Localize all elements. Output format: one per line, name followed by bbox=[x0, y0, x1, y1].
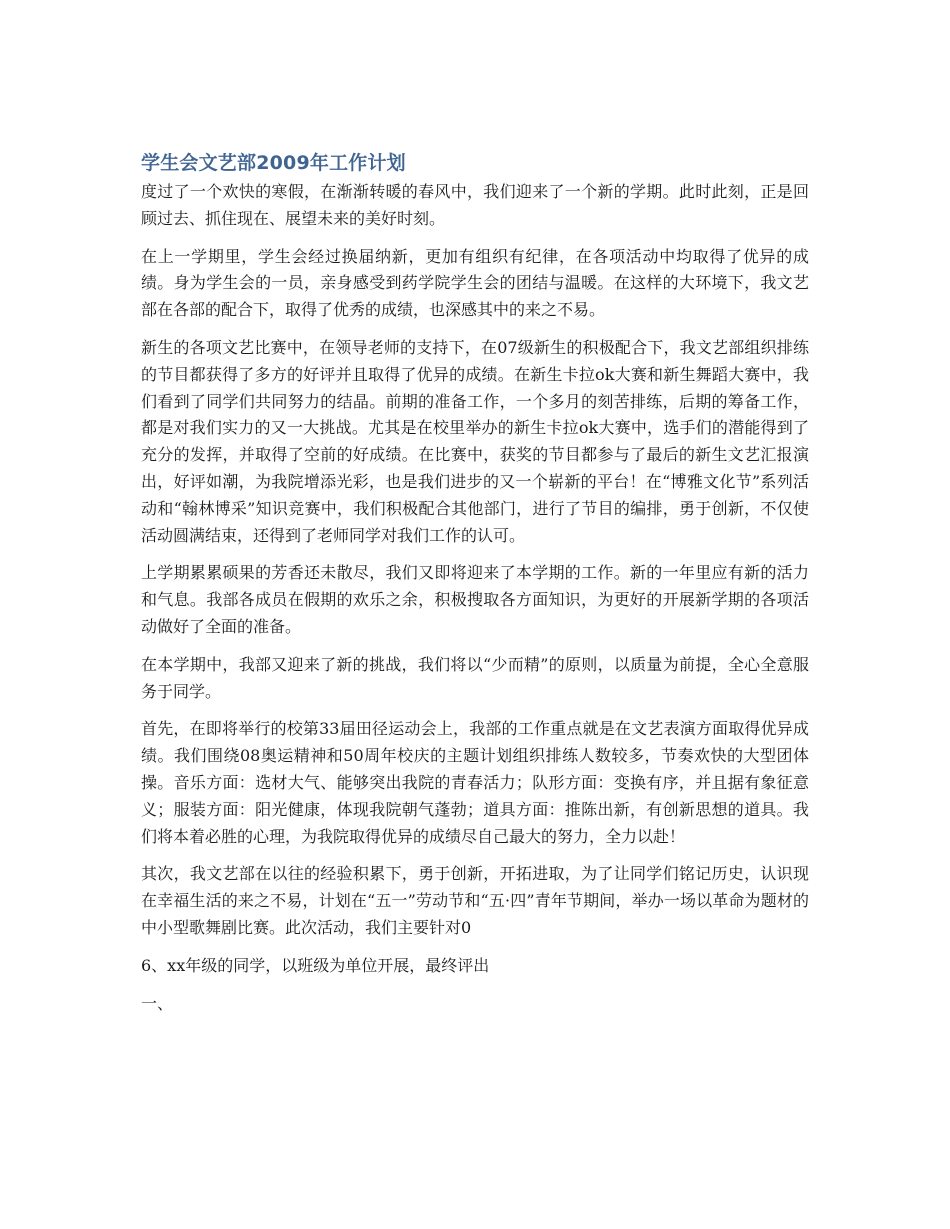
paragraph-list-start: 一、 bbox=[141, 993, 174, 1013]
paragraph-principle: 在本学期中，我部又迎来了新的挑战，我们将以“少而精”的原则，以质量为前提，全心全意服务于同学。 bbox=[141, 654, 809, 701]
paragraph-intro: 度过了一个欢快的寒假，在渐渐转暖的春风中，我们迎来了一个新的学期。此时此刻，正是回顾过去、抓住现在、展望未来的美好时刻。 bbox=[141, 182, 809, 228]
paragraph-new-semester: 上学期累累硕果的芳香还未散尽，我们又即将迎来了本学期的工作。新的一年里应有新的活力和气息。我部各成员在假期的欢乐之余，积极搜取各方面知识，为更好的开展新学期的各项活动做好了全面的准备。 bbox=[141, 563, 809, 636]
paragraph-sports-meet: 首先，在即将举行的校第33届田径运动会上，我部的工作重点就是在文艺表演方面取得优异成绩。我们围绕08奥运精神和50周年校庆的主题计划组织排练人数较多，节奏欢快的大型团体操。音乐方面：选材大气、能够突出我院的青春活力；队形方面：变换有序，并且据有象征意义；服装方面：阳光健康，体现我院朝气蓬勃；道具方面：推陈出新，有创新思想的道具。我们将本着必胜的心理，为我院取得优异的成绩尽自己最大的努力，全力以赴！ bbox=[141, 719, 809, 846]
paragraph-freshman-contests: 新生的各项文艺比赛中，在领导老师的支持下，在07级新生的积极配合下，我文艺部组织排练的节目都获得了多方的好评并且取得了优异的成绩。在新生卡拉ok大赛和新生舞蹈大赛中，我们看到了同学们共同努力的结晶。前期的准备工作，一个多月的刻苦排练，后期的筹备工作，都是对我们实力的又一大挑战。尤其是在校里举办的新生卡拉ok大赛中，选手们的潜能得到了充分的发挥，并取得了空前的好成绩。在比赛中，获奖的节目都参与了最后的新生文艺汇报演出，好评如潮，为我院增添光彩，也是我们进步的又一个崭新的平台！在“博雅文化节”系列活动和“翰林博采”知识竞赛中，我们积极配合其他部门，进行了节目的编排，勇于创新，不仅使活动圆满结束，还得到了老师同学对我们工作的认可。 bbox=[141, 337, 809, 545]
paragraph-grade-note: 6、xx年级的同学，以班级为单位开展，最终评出 bbox=[141, 955, 490, 975]
paragraph-last-semester: 在上一学期里，学生会经过换届纳新，更加有组织有纪律，在各项活动中均取得了优异的成绩。身为学生会的一员，亲身感受到药学院学生会的团结与温暖。在这样的大环境下，我文艺部在各部的配合下，取得了优秀的成绩，也深感其中的来之不易。 bbox=[141, 246, 809, 320]
document-title: 学生会文艺部2009年工作计划 bbox=[141, 152, 406, 174]
paragraph-musical-contest: 其次，我文艺部在以往的经验积累下，勇于创新，开拓进取，为了让同学们铭记历史，认识现在幸福生活的来之不易，计划在“五一”劳动节和“五·四”青年节期间，举办一场以革命为题材的中小型歌舞剧比赛。此次活动，我们主要针对0 bbox=[141, 864, 809, 937]
document-page bbox=[141, 148, 809, 1028]
